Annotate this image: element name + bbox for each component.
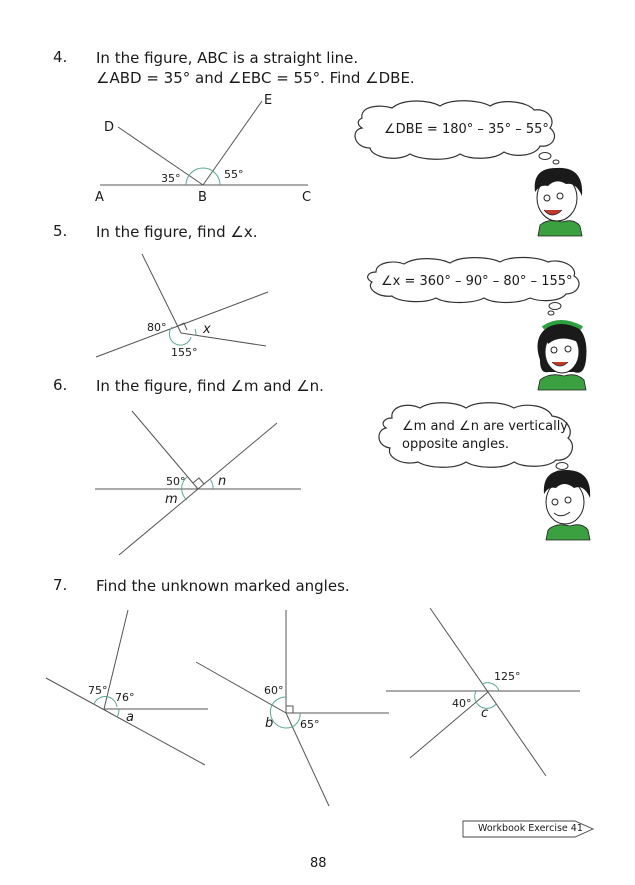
question-6-text: In the figure, find ∠m and ∠n. xyxy=(96,377,324,395)
angle-n-label: n xyxy=(218,474,227,489)
question-4-text-line2: ∠ABD = 35° and ∠EBC = 55°. Find ∠DBE. xyxy=(96,69,415,87)
question-6-number: 6. xyxy=(53,376,68,394)
point-a-label: A xyxy=(95,190,104,205)
angle-c-label: c xyxy=(481,706,489,721)
angle-60-label: 60° xyxy=(264,684,284,697)
angle-m-label: m xyxy=(165,492,178,507)
angle-35-label: 35° xyxy=(161,172,181,185)
bubble-5-text: ∠x = 360° – 90° – 80° – 155° xyxy=(381,274,573,289)
angle-a-label: a xyxy=(126,710,134,725)
angle-76-label: 76° xyxy=(115,691,135,704)
point-b-label: B xyxy=(198,190,207,205)
question-7-text: Find the unknown marked angles. xyxy=(96,577,350,595)
angle-125-label: 125° xyxy=(494,670,521,683)
angle-50-label: 50° xyxy=(166,475,186,488)
angle-40-label: 40° xyxy=(452,697,472,710)
point-d-label: D xyxy=(104,120,115,135)
angle-80-label: 80° xyxy=(147,321,167,334)
question-4-text-line1: In the figure, ABC is a straight line. xyxy=(96,49,359,67)
question-4-number: 4. xyxy=(53,48,68,66)
bubble-6-text-line1: ∠m and ∠n are vertically xyxy=(402,419,568,434)
angle-75-label: 75° xyxy=(88,684,108,697)
point-e-label: E xyxy=(264,93,273,108)
question-5-number: 5. xyxy=(53,222,68,240)
question-5-text: In the figure, find ∠x. xyxy=(96,223,258,241)
angle-65-label: 65° xyxy=(300,718,320,731)
question-7-number: 7. xyxy=(53,576,68,594)
workbook-exercise-link[interactable]: Workbook Exercise 41 xyxy=(478,823,583,834)
angle-55-label: 55° xyxy=(224,168,244,181)
page-number: 88 xyxy=(310,856,327,871)
bubble-6-text-line2: opposite angles. xyxy=(402,437,509,452)
point-c-label: C xyxy=(302,190,312,205)
bubble-4-text: ∠DBE = 180° – 35° – 55° xyxy=(384,122,549,137)
angle-b-label: b xyxy=(265,716,274,731)
angle-x-label: x xyxy=(203,322,211,337)
angle-155-label: 155° xyxy=(171,346,198,359)
